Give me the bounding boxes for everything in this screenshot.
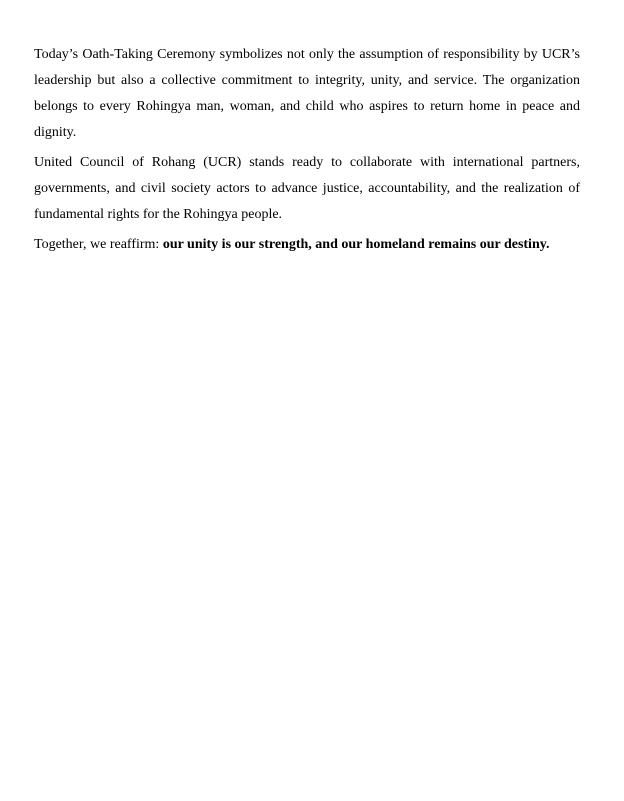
closing-lead: Together, we reaffirm: bbox=[34, 237, 163, 252]
paragraph-collaboration: United Council of Rohang (UCR) stands ready to collaborate with international partners, governments, and civil society actors to advance justice, accountability, and the realization of fundamental rights for the Rohingya people. bbox=[34, 155, 580, 222]
paragraph-oath-ceremony: Today’s Oath-Taking Ceremony symbolizes not only the assumption of responsibility by UCR’s leadership but also a collective commitment to integrity, unity, and service. The organization belongs to every Rohingya man, woman, and child who aspires to return home in peace and dignity. bbox=[34, 47, 580, 140]
paragraph-closing bbox=[34, 232, 580, 258]
document-page bbox=[34, 42, 580, 262]
closing-emphasis: our unity is our strength, and our homeland remains our destiny. bbox=[162, 237, 550, 252]
